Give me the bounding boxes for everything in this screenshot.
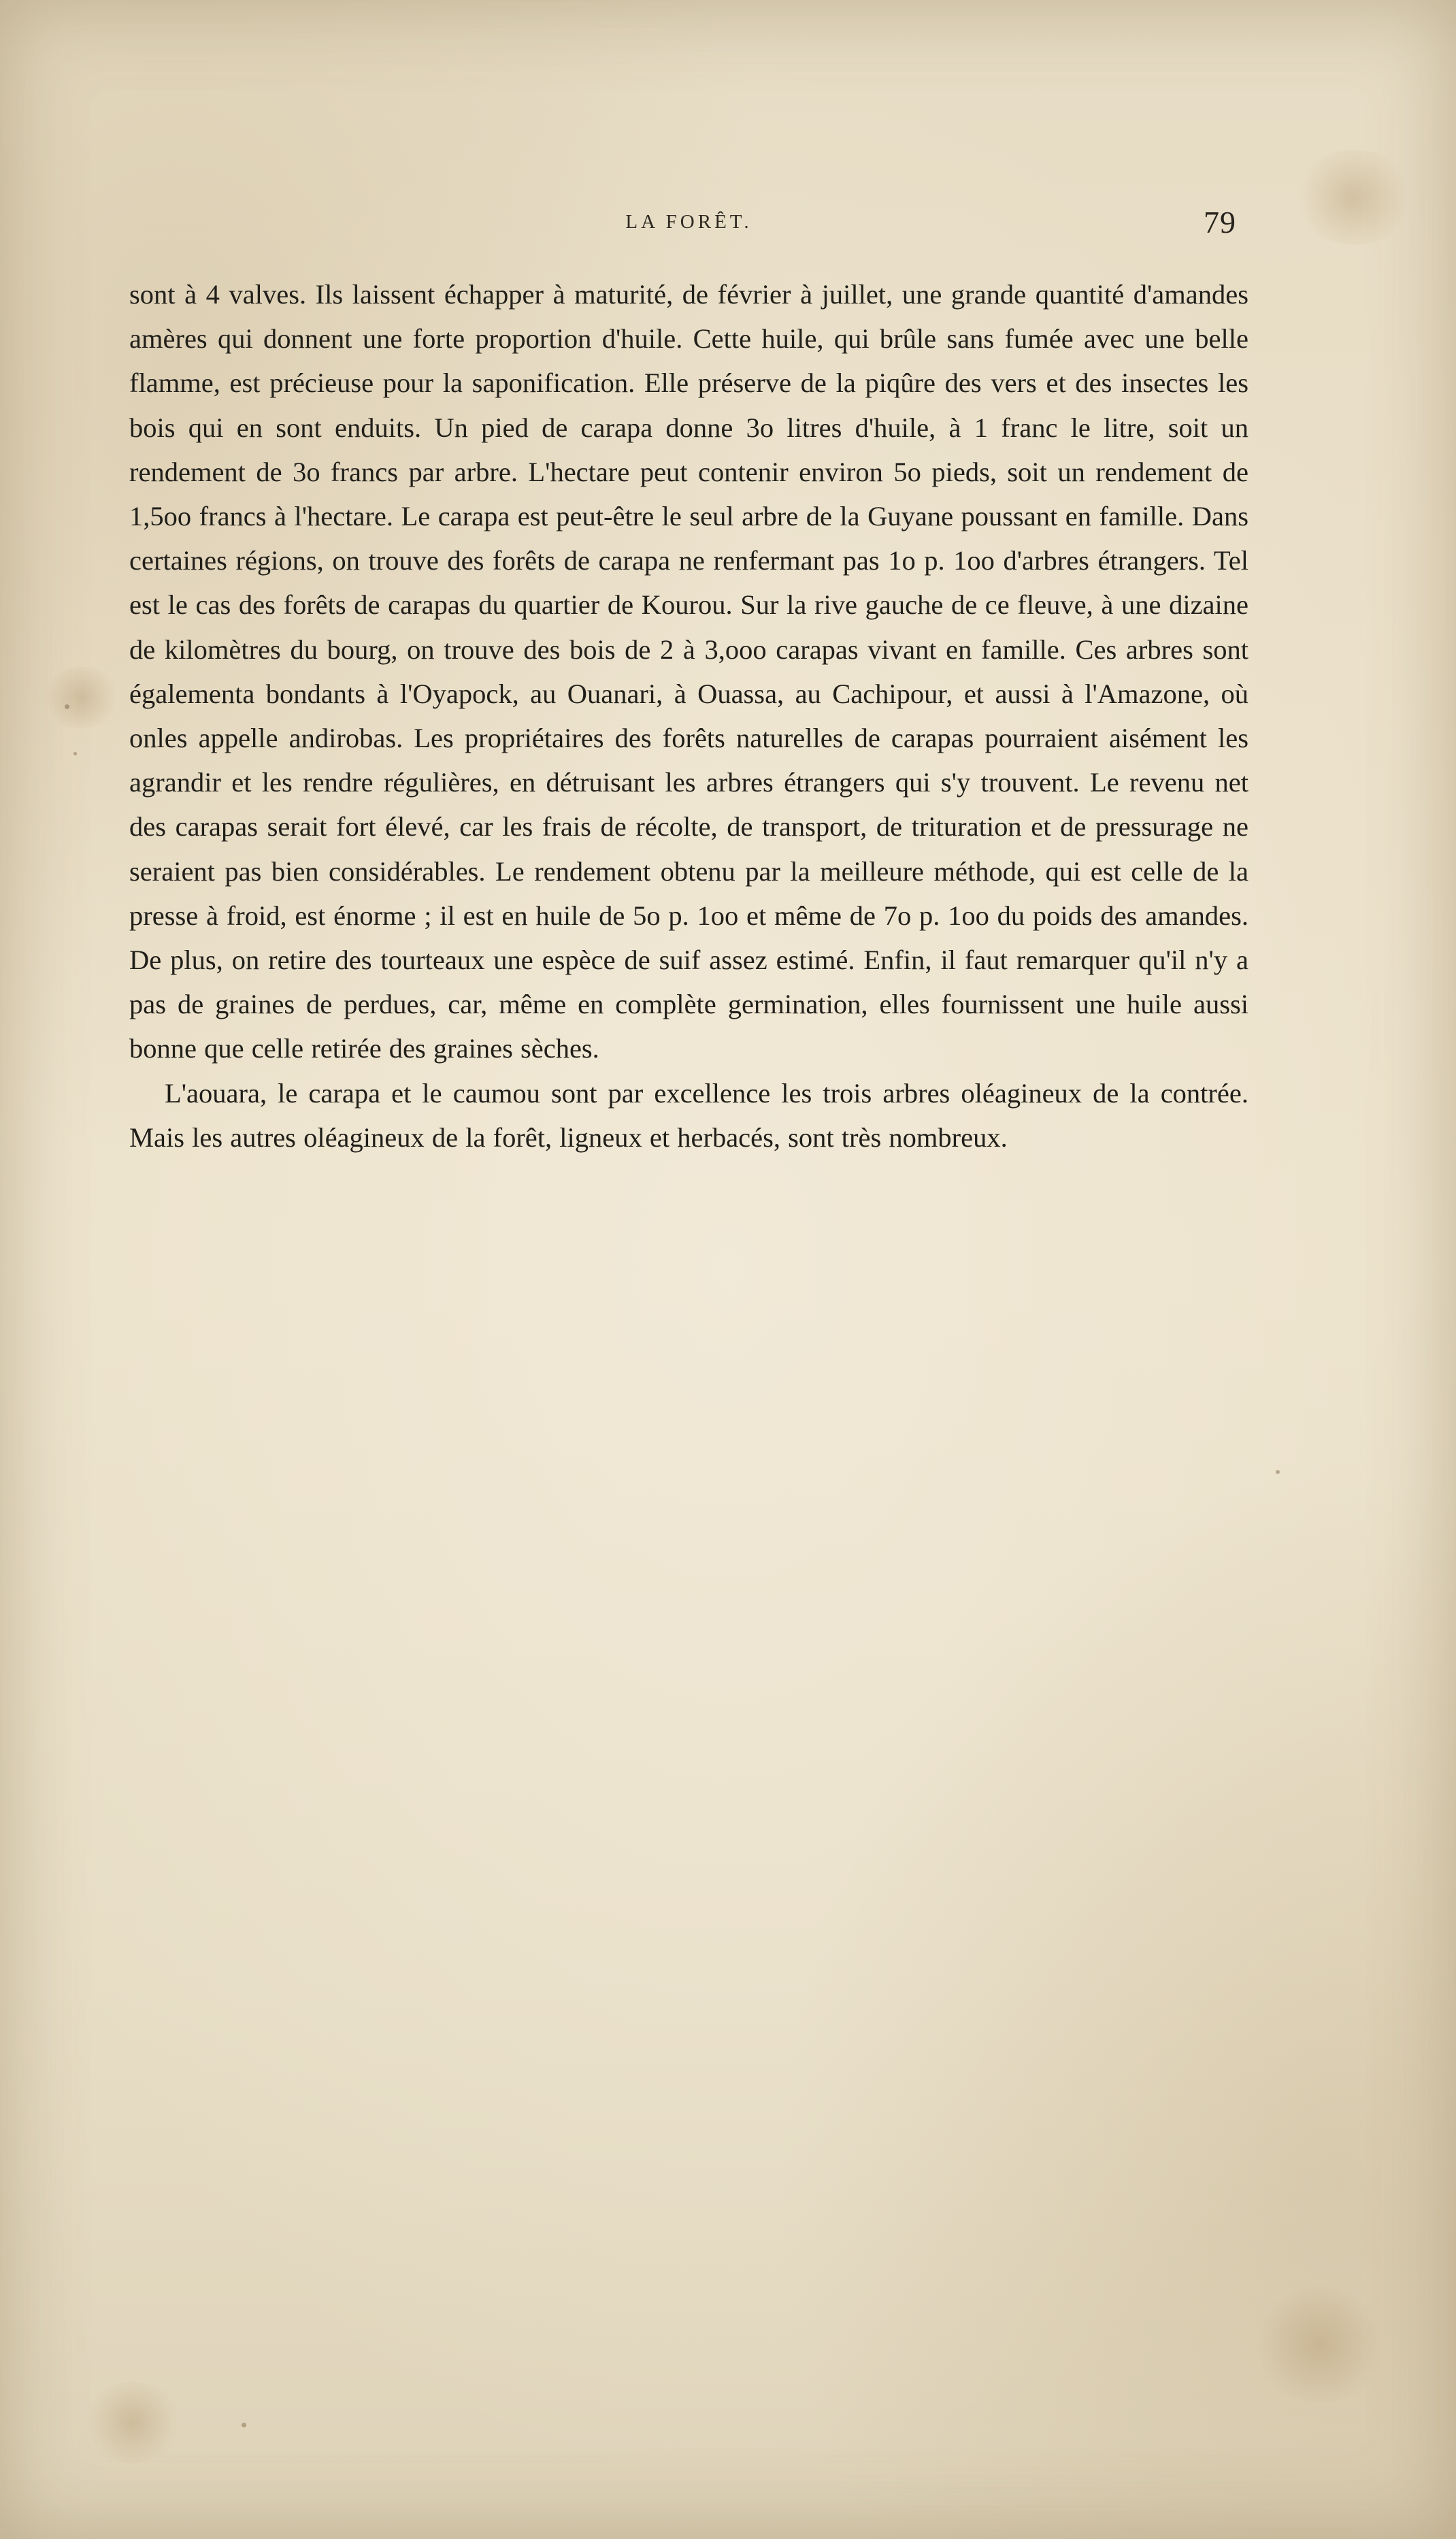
paragraph: L'aouara, le carapa et le caumou sont par excellence les trois arbres oléagineux de la contrée. Mais les autres oléagineux de la forêt, ligneux et herbacés, sont très nombreux. [129, 1077, 1248, 1153]
paper-speck [242, 2423, 246, 2427]
running-head: LA FORÊT. [625, 211, 752, 233]
page-content [129, 204, 1248, 1160]
paper-speck [73, 752, 77, 755]
paper-stain [1293, 150, 1415, 245]
paper-stain [82, 2382, 184, 2463]
paragraph: sont à 4 valves. Ils laissent échapper à maturité, de février à juillet, une grande quantité d'amandes amères qui donnent une forte proportion d'huile. Cette huile, qui brûle sans fumée avec une belle flamme, est précieuse pour la saponification. Elle préserve de la piqûre des vers et des insectes les bois qui en sont enduits. Un pied de carapa donne 3o litres d'huile, à 1 franc le litre, soit un rendement de 3o francs par arbre. L'hectare peut contenir environ 5o pieds, soit un rendement de 1,5oo francs à l'hectare. Le carapa est peut-être le seul arbre de la Guyane poussant en famille. Dans certaines régions, on trouve des forêts de carapa ne renfermant pas 1o p. 1oo d'arbres étrangers. Tel est le cas des forêts de carapas du quartier de Kourou. Sur la rive gauche de ce fleuve, à une dizaine de kilomètres du bourg, on trouve des bois de 2 à 3,ooo carapas vivant en famille. Ces arbres sont égalementa bondants à l'Oyapock, au Ouanari, à Ouassa, au Cachipour, et aussi à l'Amazone, où onles appelle andirobas. Les propriétaires des forêts naturelles de carapas pourraient aisément les agrandir et les rendre régulières, en détruisant les arbres étrangers qui s'y trouvent. Le revenu net des carapas serait fort élevé, car les frais de récolte, de transport, de trituration et de pressurage ne seraient pas bien considérables. Le rendement obtenu par la meilleure méthode, qui est celle de la presse à froid, est énorme ; il est en huile de 5o p. 1oo et même de 7o p. 1oo du poids des amandes. De plus, on retire des tourteaux une espèce de suif assez estimé. Enfin, il faut remarquer qu'il n'y a pas de graines de perdues, car, même en complète germination, elles fournissent une huile aussi bonne que celle retirée des graines sèches. [129, 279, 1248, 1064]
paper-stain [1252, 2287, 1388, 2402]
body-text [129, 272, 1248, 1160]
paper-stain [41, 667, 122, 728]
page-header [129, 204, 1248, 269]
paper-speck [1276, 1470, 1280, 1474]
paper-speck [65, 704, 69, 709]
page-number: 79 [1204, 205, 1236, 240]
